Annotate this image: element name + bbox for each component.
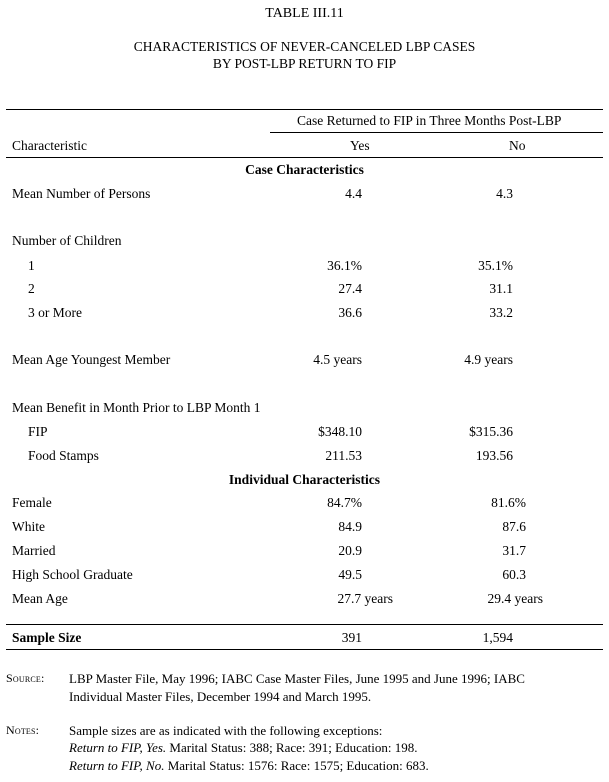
row-yes-hs-grad: 49.5 <box>338 567 362 582</box>
source-line-1: LBP Master File, May 1996; IABC Case Master Files, June 1995 and June 1996; IABC <box>69 671 525 686</box>
header-bottom-rule <box>6 157 603 158</box>
notes-line-1: Sample sizes are as indicated with the following exceptions: <box>69 723 383 738</box>
row-no-married: 31.7 <box>502 543 526 558</box>
row-label-mean-benefit: Mean Benefit in Month Prior to LBP Month 1 <box>12 400 261 415</box>
row-no-female: 81.6% <box>491 495 526 510</box>
row-yes-white: 84.9 <box>338 519 362 534</box>
row-label-child-3: 3 or More <box>28 305 82 320</box>
row-yes-mean-persons: 4.4 <box>345 186 362 201</box>
row-label-married: Married <box>12 543 56 558</box>
row-no-fip: $315.36 <box>469 424 513 439</box>
row-label-child-2: 2 <box>28 281 35 296</box>
header-no: No <box>509 138 526 153</box>
notes-line-2-rest: Marital Status: 388; Race: 391; Education: 198. <box>166 740 418 755</box>
row-yes-married: 20.9 <box>338 543 362 558</box>
notes-line-2-italic: Return to FIP, Yes. <box>69 740 167 755</box>
row-no-child-1: 35.1% <box>478 258 513 273</box>
table-bottom-rule <box>6 649 603 650</box>
header-group-label: Case Returned to FIP in Three Months Post-LBP <box>297 113 562 128</box>
row-no-child-3: 33.2 <box>489 305 513 320</box>
section-case-characteristics: Case Characteristics <box>245 162 364 177</box>
header-characteristic: Characteristic <box>12 138 87 153</box>
row-no-hs-grad: 60.3 <box>502 567 526 582</box>
row-label-num-children: Number of Children <box>12 233 122 248</box>
table-subtitle-2: BY POST-LBP RETURN TO FIP <box>212 56 397 71</box>
row-label-mean-age-youngest: Mean Age Youngest Member <box>12 352 171 367</box>
row-yes-mean-age: 27.7 years <box>337 591 393 606</box>
row-label-food-stamps: Food Stamps <box>28 448 99 463</box>
row-no-white: 87.6 <box>502 519 526 534</box>
row-no-food-stamps: 193.56 <box>475 448 513 463</box>
row-yes-fip: $348.10 <box>318 424 362 439</box>
sample-size-top-rule <box>6 624 603 625</box>
row-yes-mean-age-youngest: 4.5 years <box>313 352 362 367</box>
row-yes-food-stamps: 211.53 <box>325 448 362 463</box>
source-label: Source: <box>6 671 45 685</box>
notes-line-3-italic: Return to FIP, No. <box>69 758 165 773</box>
row-no-child-2: 31.1 <box>489 281 513 296</box>
row-label-female: Female <box>12 495 52 510</box>
row-no-mean-age: 29.4 years <box>487 591 543 606</box>
top-rule <box>6 109 603 110</box>
row-yes-child-1: 36.1% <box>327 258 362 273</box>
row-no-mean-persons: 4.3 <box>496 186 513 201</box>
row-label-hs-grad: High School Graduate <box>12 567 133 582</box>
row-label-white: White <box>12 519 45 534</box>
header-yes: Yes <box>350 138 370 153</box>
row-yes-female: 84.7% <box>327 495 362 510</box>
row-label-mean-age: Mean Age <box>12 591 68 606</box>
row-label-mean-persons: Mean Number of Persons <box>12 186 151 201</box>
row-yes-child-3: 36.6 <box>338 305 362 320</box>
row-label-fip: FIP <box>28 424 48 439</box>
row-label-child-1: 1 <box>28 258 35 273</box>
row-yes-child-2: 27.4 <box>338 281 362 296</box>
section-individual-characteristics: Individual Characteristics <box>228 472 381 487</box>
row-no-mean-age-youngest: 4.9 years <box>464 352 513 367</box>
table-title: TABLE III.11 <box>265 6 344 21</box>
notes-line-3 <box>69 757 429 774</box>
row-no-sample-size: 1,594 <box>482 630 513 645</box>
notes-line-3-rest: Marital Status: 1576: Race: 1575; Education: 683. <box>164 758 429 773</box>
table-subtitle-1: CHARACTERISTICS OF NEVER-CANCELED LBP CASES <box>133 39 476 54</box>
notes-line-2 <box>69 739 417 756</box>
source-line-2: Individual Master Files, December 1994 and March 1995. <box>69 689 372 704</box>
header-group-rule <box>270 132 603 133</box>
row-yes-sample-size: 391 <box>341 630 362 645</box>
notes-label: Notes: <box>6 723 40 737</box>
row-label-sample-size: Sample Size <box>12 630 82 645</box>
